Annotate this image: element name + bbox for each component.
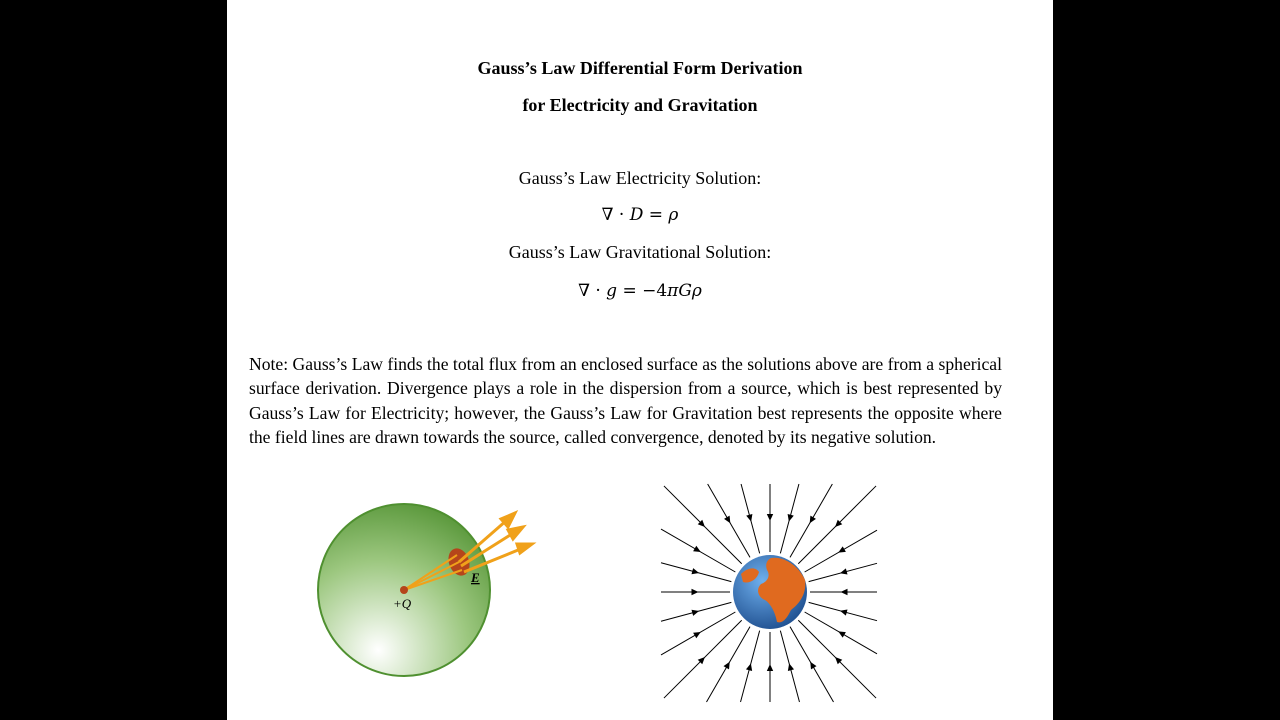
field-arrowhead <box>723 662 729 670</box>
field-arrowhead <box>840 609 848 615</box>
gaussian-sphere-diagram <box>307 500 537 690</box>
field-arrowhead <box>841 589 848 595</box>
field-arrowhead <box>693 546 701 552</box>
charge-label: +Q <box>393 596 412 611</box>
equation-rhs: ρ <box>668 205 679 225</box>
field-arrowhead <box>838 631 846 637</box>
field-arrowhead <box>788 663 794 671</box>
equation-lhs: D <box>629 205 644 225</box>
nabla-operator: ∇ · <box>601 205 630 225</box>
document-title: Gauss’s Law Differential Form Derivation <box>477 58 803 78</box>
field-label: E <box>471 570 480 585</box>
field-arrowhead <box>767 514 773 521</box>
field-arrowhead <box>788 514 794 522</box>
field-arrowhead <box>767 664 773 671</box>
document-page <box>227 0 1053 720</box>
note-paragraph: Note: Gauss’s Law finds the total flux from an enclosed surface as the solutions above are from a spherical surface derivation. Divergence plays a role in the dispersion from a source, which is best represented by Gauss’s Law for Electricity; however, the Gauss’s Law for Gravitation best represents the opposite where the field lines are drawn towards the source, called convergence, denoted by its negative solution. <box>249 354 1002 448</box>
electric-flux-figure <box>307 500 537 690</box>
field-arrowhead <box>693 632 701 638</box>
equals-sign: = −4 <box>617 281 668 301</box>
gravitation-heading: Gauss’s Law Gravitational Solution: <box>508 242 772 262</box>
field-arrowhead <box>838 546 846 552</box>
electricity-equation <box>227 205 1053 225</box>
document-subtitle: for Electricity and Gravitation <box>522 95 758 115</box>
field-arrowhead <box>810 516 816 524</box>
equation-rhs: πGρ <box>667 281 702 301</box>
field-arrowhead <box>746 663 752 671</box>
point-charge <box>400 586 408 594</box>
electricity-heading: Gauss’s Law Electricity Solution: <box>518 168 762 188</box>
field-arrowhead <box>692 589 699 595</box>
field-arrowhead <box>746 514 752 522</box>
equation-lhs: g <box>606 281 618 301</box>
field-arrowhead <box>691 568 699 574</box>
field-arrowhead <box>810 662 816 670</box>
gravitation-equation <box>227 281 1053 301</box>
field-arrowhead <box>724 516 730 524</box>
nabla-operator: ∇ · <box>578 281 607 301</box>
field-arrowhead <box>691 610 699 616</box>
equals-sign: = <box>643 205 669 225</box>
gravity-field-figure <box>659 482 879 704</box>
gravity-field-diagram <box>659 482 879 704</box>
field-arrowhead <box>840 568 848 574</box>
